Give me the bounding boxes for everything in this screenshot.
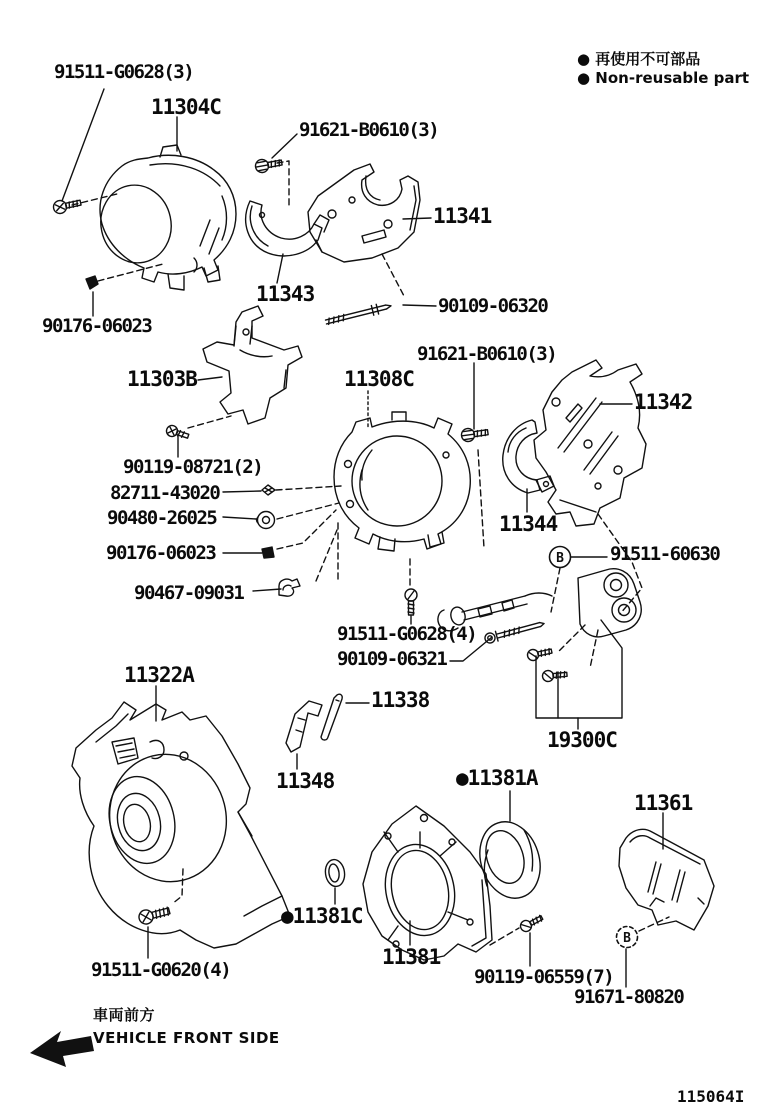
drawing-11338 [321,694,342,740]
label-91621-B0610-b: 91621-B0610(3) [417,343,557,365]
drawing-11304C [94,145,236,290]
label-11381: 11381 [382,945,441,969]
label-11344: 11344 [499,512,558,536]
drawing-11342 [534,360,646,526]
label-11341: 11341 [433,204,492,228]
drawing-11322A [72,702,290,948]
label-91621-B0610-a: 91621-B0610(3) [299,119,439,141]
label-11348: 11348 [276,769,335,793]
marker-b1-letter: B [556,551,564,566]
label-90467-09031: 90467-09031 [134,582,244,604]
drawing-11361 [619,829,714,930]
leader-lines [62,89,663,987]
label-11322A: 11322A [124,663,194,687]
bolt-19300C-b [542,669,567,682]
drawing-11341 [308,164,420,262]
label-11338: 11338 [371,688,430,712]
label-91511-G0628-3: 91511-G0628(3) [54,61,194,83]
drawing-11344 [503,420,554,493]
label-90109-06320: 90109-06320 [438,295,548,317]
drawing-11303B [203,306,302,424]
clip-82711-43020 [262,485,275,495]
label-90480-26025: 90480-26025 [107,507,217,529]
label-11308C: 11308C [344,367,414,391]
label-90176-06023-b: 90176-06023 [106,542,216,564]
label-82711-43020: 82711-43020 [110,482,220,504]
drawing-11348 [286,701,322,752]
grommet-90480-26025 [257,512,275,529]
label-90119-08721: 90119-08721(2) [123,456,263,478]
clamp-90467-09031 [279,579,300,596]
bolt-90119-06559 [519,913,545,934]
marker-b-solid [550,547,571,568]
label-91511-60630: 91511-60630 [610,543,720,565]
legend-non-reusable-en: ● Non-reusable part [577,69,750,87]
drawing-11381 [363,806,492,960]
vehicle-front-en: VEHICLE FRONT SIDE [93,1029,280,1047]
diagram-code: 115064I [677,1087,745,1106]
label-11381C: ●11381C [281,904,363,928]
label-11381A: ●11381A [456,766,538,790]
bolt-19300C-a [526,646,552,662]
drawing-11381C-ring [324,858,347,887]
label-19300C: 19300C [547,728,617,752]
vehicle-front-jp: 車両前方 [93,1006,156,1024]
stud-90109-06321 [484,619,546,644]
label-91511-G0620-4: 91511-G0620(4) [91,959,231,981]
marker-b-dashed [617,927,638,948]
marker-b2-letter: B [623,931,631,946]
plug-90176-06023-lower [262,547,274,558]
plug-90176-06023-upper [86,276,98,289]
drawing-11343 [246,201,329,256]
label-90109-06321: 90109-06321 [337,648,447,670]
label-11342: 11342 [634,390,693,414]
label-11343: 11343 [256,282,315,306]
vehicle-front-arrow [30,1031,94,1067]
label-91671-80820: 91671-80820 [574,986,684,1008]
label-11361: 11361 [634,791,693,815]
label-11303B: 11303B [127,367,197,391]
stud-90109-06320 [325,301,392,327]
label-11304C: 11304C [151,95,221,119]
legend-non-reusable-jp: ● 再使用不可部品 [577,50,701,68]
screw-91511-G0620-4 [137,904,171,926]
screw-91511-G0628-3 [52,196,82,214]
label-90176-06023-a: 90176-06023 [42,315,152,337]
label-91511-G0628-4: 91511-G0628(4) [337,623,477,645]
screw-91511-G0628-4 [405,589,417,615]
bolt-91621-B0610-upper [254,156,282,173]
label-90119-06559: 90119-06559(7) [474,966,614,988]
drawing-11308C [334,412,470,551]
